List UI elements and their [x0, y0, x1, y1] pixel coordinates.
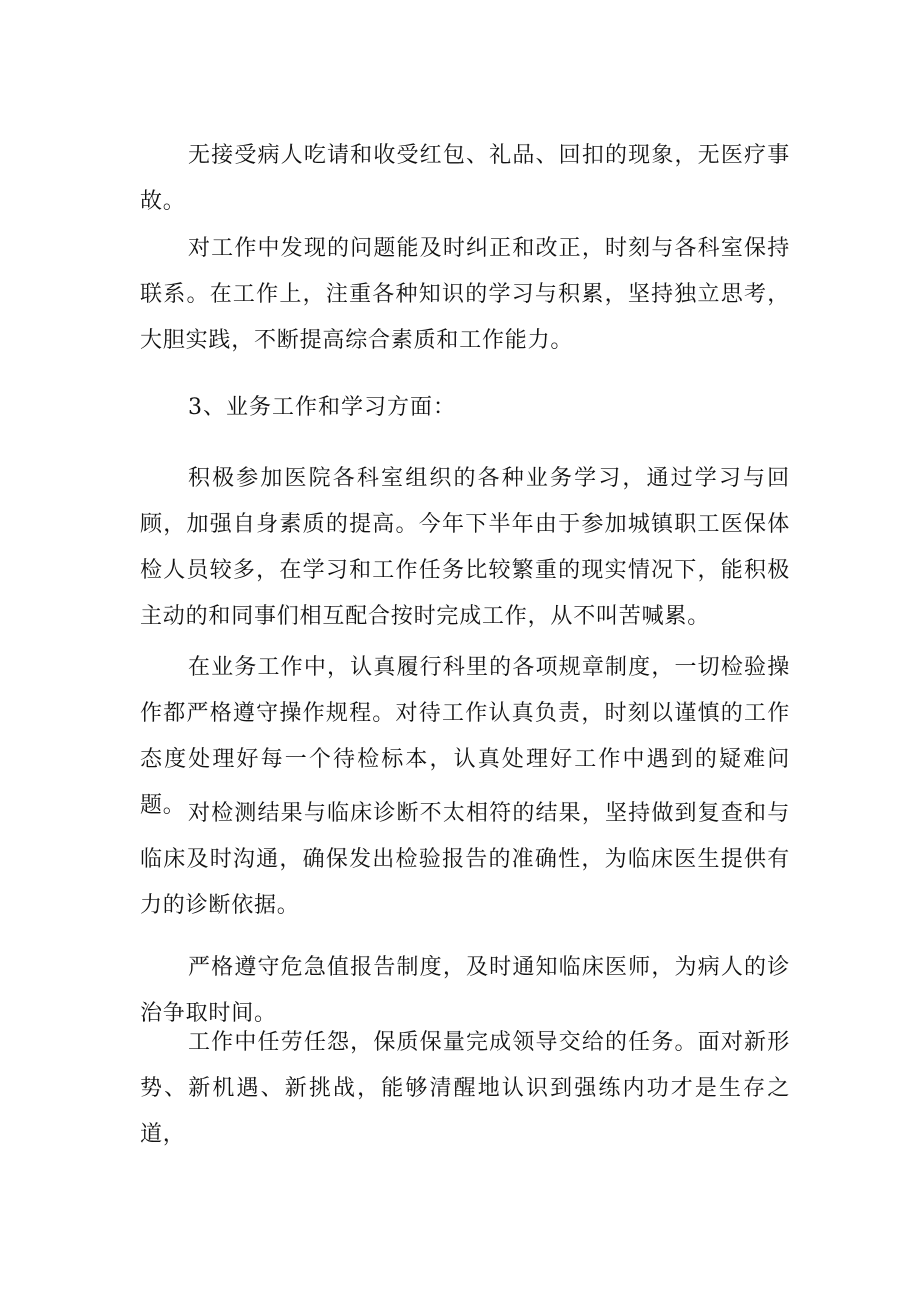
paragraph-test-results: 对检测结果与临床诊断不太相符的结果，坚持做到复查和与临床及时沟通，确保发出检验报告的准确性，为临床医生提供有力的诊断依据。	[140, 801, 790, 918]
paragraph-no-bribes: 无接受病人吃请和收受红包、礼品、回扣的现象，无医疗事故。	[140, 143, 790, 214]
section-heading-business-study: 3、业务工作和学习方面：	[188, 395, 456, 420]
paragraph-business-learning: 积极参加医院各科室组织的各种业务学习，通过学习与回顾，加强自身素质的提高。今年下半年由于参加城镇职工医保体检人员较多，在学习和工作任务比较繁重的现实情况下，能积极主动的和同事们相互配合按时完成工作，从不叫苦喊累。	[140, 466, 790, 629]
paragraph-critical-values: 严格遵守危急值报告制度，及时通知临床医师，为病人的诊治争取时间。	[140, 955, 790, 1026]
paragraph-work-rules: 在业务工作中，认真履行科里的各项规章制度，一切检验操作都严格遵守操作规程。对待工作认真负责，时刻以谨慎的工作态度处理好每一个待检标本，认真处理好工作中遇到的疑难问题。	[140, 655, 790, 818]
paragraph-problem-correction: 对工作中发现的问题能及时纠正和改正，时刻与各科室保持联系。在工作上，注重各种知识的学习与积累，坚持独立思考，大胆实践，不断提高综合素质和工作能力。	[140, 236, 790, 353]
paragraph-diligent-work: 工作中任劳任怨，保质保量完成领导交给的任务。面对新形势、新机遇、新挑战，能够清醒地认识到强练内功才是生存之道，	[140, 1030, 790, 1147]
